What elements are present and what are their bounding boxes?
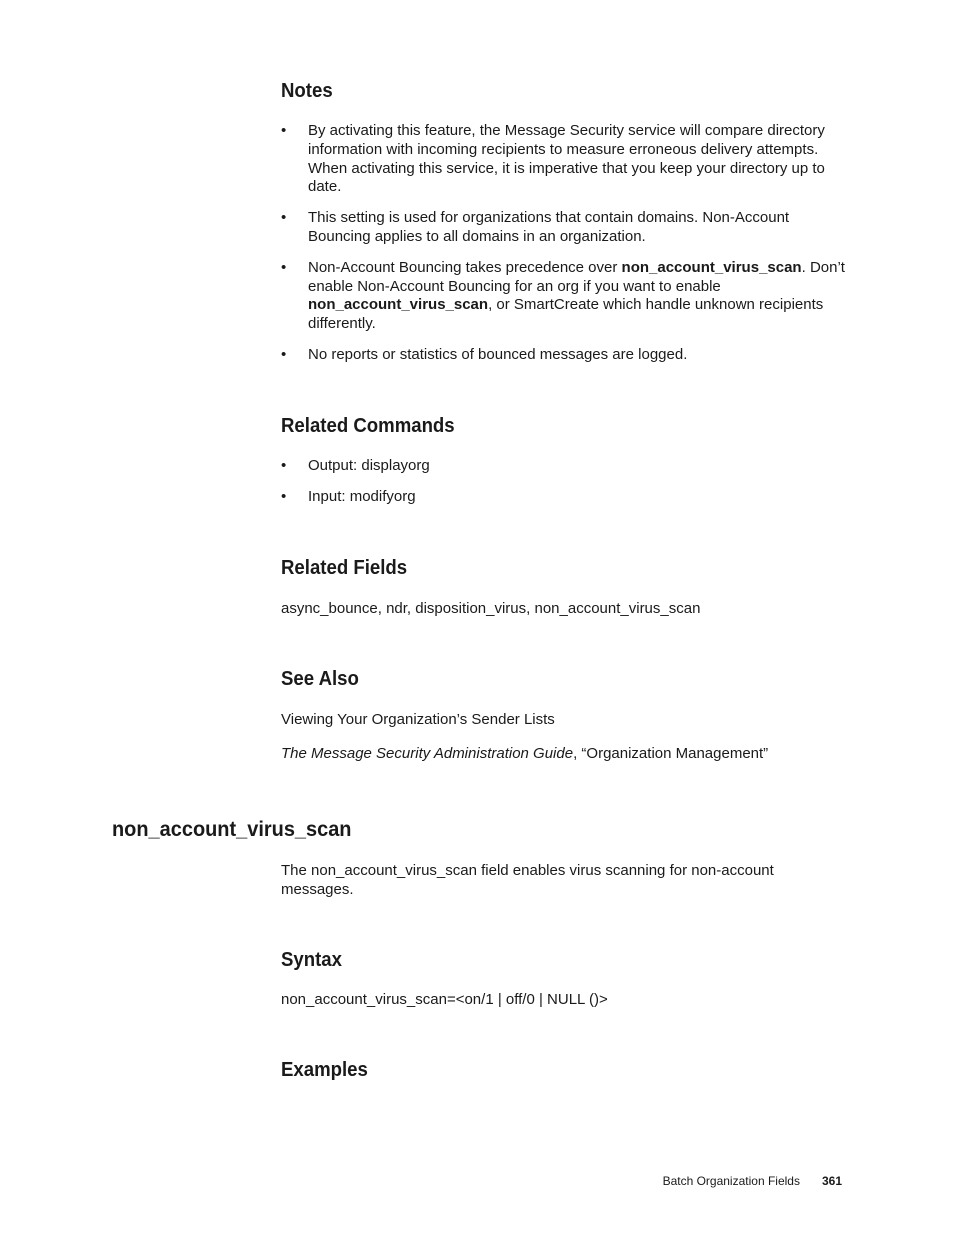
related-fields-text: async_bounce, ndr, disposition_virus, non_account_virus_scan <box>281 600 701 617</box>
bullet-icon: • <box>281 457 287 474</box>
page-footer <box>663 1173 842 1189</box>
field-name-bold: non_account_virus_scan <box>308 296 489 314</box>
syntax-heading: Syntax <box>281 949 343 971</box>
related-fields-heading: Related Fields <box>281 557 408 579</box>
see-also-link: Viewing Your Organization’s Sender Lists <box>281 711 555 728</box>
notes-list <box>281 122 846 377</box>
footer-chapter: Batch Organization Fields <box>662 1174 800 1188</box>
note-text: This setting is used for organizations that contain domains. Non-Account Bouncing applies to all domains in an organization. <box>308 209 790 245</box>
section-description: The non_account_virus_scan field enables virus scanning for non-account messages. <box>281 862 774 898</box>
list-item <box>281 346 846 365</box>
see-also-guide <box>281 744 846 763</box>
see-also-heading: See Also <box>281 668 359 690</box>
syntax-text: non_account_virus_scan=<on/1 | off/0 | NULL ()> <box>281 991 608 1008</box>
field-name-bold: non_account_virus_scan <box>621 258 802 276</box>
bullet-icon: • <box>281 258 287 276</box>
related-commands-heading: Related Commands <box>281 415 455 437</box>
bullet-icon: • <box>281 345 287 363</box>
section-title: non_account_virus_scan <box>112 818 352 841</box>
note-text: . Don’t enable Non-Account Bouncing for an org if you want to enable <box>308 258 845 295</box>
related-commands-list <box>281 457 846 519</box>
list-item <box>281 209 846 247</box>
guide-title: The Message Security Administration Guide <box>281 745 574 762</box>
note-text: By activating this feature, the Message Security service will compare directory information with incoming recipients to measure erroneous delivery attempts. When activating this service, it is imperative that you keep your directory up to date. <box>308 122 825 196</box>
note-text: No reports or statistics of bounced messages are logged. <box>308 345 688 363</box>
list-item <box>281 259 846 334</box>
notes-heading: Notes <box>281 80 333 102</box>
note-text: Non-Account Bouncing takes precedence over <box>308 258 622 276</box>
note-text: , or SmartCreate which handle unknown recipients differently. <box>308 296 824 333</box>
bullet-icon: • <box>281 487 287 505</box>
bullet-icon: • <box>281 122 287 139</box>
bullet-icon: • <box>281 209 287 227</box>
command-text: Output: displayorg <box>308 457 430 474</box>
page-number: 361 <box>821 1174 842 1188</box>
guide-chapter: , “Organization Management” <box>573 745 769 762</box>
list-item <box>281 457 846 476</box>
list-item <box>281 488 846 507</box>
command-text: Input: modifyorg <box>308 487 416 505</box>
examples-heading: Examples <box>281 1059 368 1081</box>
list-item <box>281 122 846 197</box>
